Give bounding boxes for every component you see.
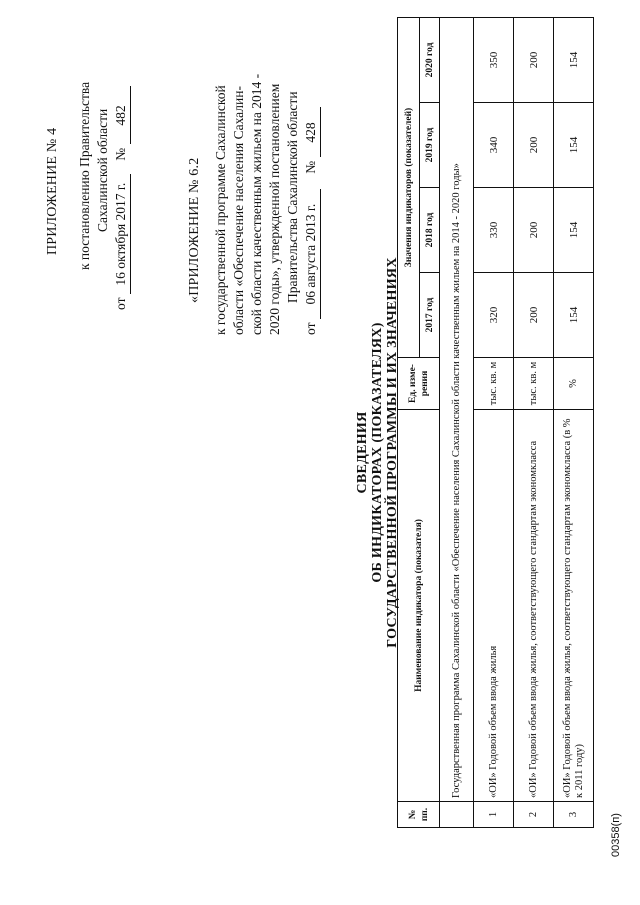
appendix-6-2-line: области «Обеспечение населения Сахалин- [231,86,246,335]
row-value: 154 [554,103,594,188]
appendix-4-date-line [112,40,131,310]
col-header-values: Значения индикаторов (показателей) [398,17,420,357]
appendix-4-title: ПРИЛОЖЕНИЕ № 4 [45,127,60,255]
appendix-6-2-date-line [302,35,321,335]
col-header-year: 2018 год [420,188,440,273]
appendix-6-2-line: к государственной программе Сахалинской [213,85,228,335]
appendix-4-block [44,40,131,310]
col-header-num: № пп. [398,802,440,828]
appendix-6-2-title: «ПРИЛОЖЕНИЕ № 6.2 [187,157,202,303]
appendix-6-2-number: 428 [302,108,321,158]
from-label: от [303,322,318,335]
program-row [440,17,474,827]
heading-line-1: СВЕДЕНИЯ [355,411,370,494]
row-indicator-name: «ОИ» Годовой объем ввода жилья, соответствующего стандартам экономкласса [514,410,554,802]
appendix-4-line2: Сахалинской области [95,108,110,232]
row-value: 200 [514,17,554,102]
program-title-cell: Государственная программа Сахалинской области «Обеспечение населения Сахалинской области качественным жильем на 2014 - 2020 годы» [440,17,474,801]
table-row [514,17,554,827]
appendix-6-2-line: 2020 годы», утвержденной постановлением [267,83,282,335]
row-value: 200 [514,103,554,188]
row-value: 340 [474,103,514,188]
row-unit: % [554,358,594,410]
appendix-6-2-line: ской области качественным жильем на 2014 - [249,73,264,335]
table-row [554,17,594,827]
row-num: 1 [474,802,514,828]
col-header-unit: Ед. изме-рения [398,358,440,410]
row-value: 330 [474,188,514,273]
row-value: 154 [554,273,594,358]
row-value: 200 [514,273,554,358]
appendix-6-2-text [212,35,302,335]
row-value: 350 [474,17,514,102]
appendix-4-date: 16 октября 2017 г. [112,174,131,294]
col-header-year: 2019 год [420,103,440,188]
from-label: от [113,297,128,310]
heading-line-2: ОБ ИНДИКАТОРАХ (ПОКАЗАТЕЛЯХ) [370,322,385,583]
col-header-name: Наименование индикатора (показателя) [398,410,440,802]
indicators-table [397,17,594,828]
row-unit: тыс. кв. м [474,358,514,410]
row-num: 2 [514,802,554,828]
row-value: 154 [554,17,594,102]
row-num: 3 [554,802,594,828]
col-header-year: 2020 год [420,17,440,102]
heading-line-3: ГОСУДАРСТВЕННОЙ ПРОГРАММЫ И ИХ ЗНАЧЕНИЯХ [385,257,400,648]
row-indicator-name: «ОИ» Годовой объем ввода жилья, соответствующего стандартам экономкласса (в % к 2011 году) [554,410,594,802]
appendix-6-2-block [186,35,321,335]
number-label: № [113,147,128,161]
row-value: 320 [474,273,514,358]
col-header-year: 2017 год [420,273,440,358]
row-value: 200 [514,188,554,273]
row-value: 154 [554,188,594,273]
appendix-4-line1: к постановлению Правительства [77,81,92,270]
row-unit: тыс. кв. м [514,358,554,410]
number-label: № [303,160,318,174]
appendix-4-number: 482 [112,87,131,145]
row-indicator-name: «ОИ» Годовой объем ввода жилья [474,410,514,802]
table-row [474,17,514,827]
appendix-6-2-date: 06 августа 2013 г. [302,189,321,319]
appendix-6-2-line: Правительства Сахалинской области [285,91,300,303]
document-code: 00358(п) [610,813,622,857]
